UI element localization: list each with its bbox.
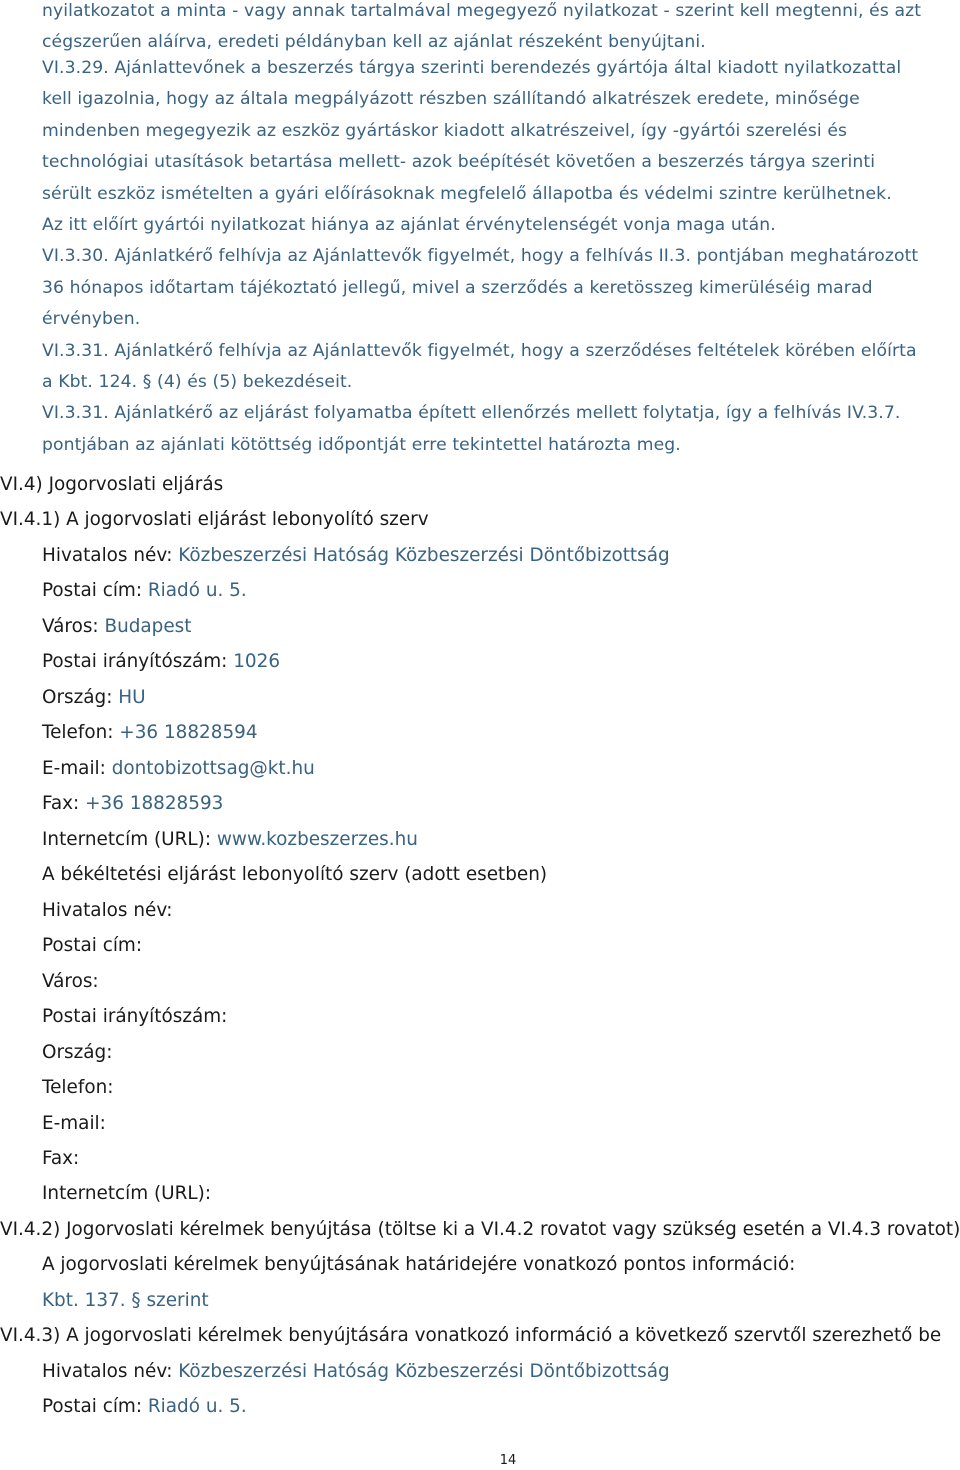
field-value: Közbeszerzési Hatóság Közbeszerzési Döntőbizottság [178,545,670,566]
deadline-info-value: Kbt. 137. § szerint [42,1290,209,1311]
text-line: érvényben. [42,309,141,330]
text-line: VI.3.31. Ajánlatkérő az eljárást folyamatba épített ellenőrzés mellett folytatja, így a felhívás IV.3.7. [42,403,901,424]
text-line: cégszerűen aláírva, eredeti példányban kell az ajánlat részeként benyújtani. [42,32,706,53]
field-value: +36 18828593 [85,793,224,814]
subsection-heading-vi41: VI.4.1) A jogorvoslati eljárást lebonyolító szerv [0,509,429,530]
intro-paragraph [42,0,954,59]
mediation-field-url: Internetcím (URL): [42,1183,212,1204]
field-value: 1026 [233,651,281,672]
text-line: a Kbt. 124. § (4) és (5) bekezdéseit. [42,372,353,393]
field-url: Internetcím (URL): www.kozbeszerzes.hu [42,829,418,850]
field-value: Riadó u. 5. [147,580,247,601]
field-email: E-mail: dontobizottsag@kt.hu [42,758,315,779]
field-fax: Fax: +36 18828593 [42,793,224,814]
text-line: nyilatkozatot a minta - vagy annak tartalmával megegyező nyilatkozat - szerint kell megtenni, és azt [42,1,922,21]
mediation-field-city: Város: [42,971,99,992]
field-value: HU [118,687,146,708]
field-postal-code: Postai irányítószám: 1026 [42,651,281,672]
section-heading-vi4: VI.4) Jogorvoslati eljárás [0,474,224,495]
info-field-postal-address: Postai cím: Riadó u. 5. [42,1396,247,1417]
page-number: 14 [499,1453,517,1468]
text-line: pontjában az ajánlati kötöttség időpontját erre tekintettel határozta meg. [42,434,681,455]
field-phone: Telefon: +36 18828594 [42,722,258,743]
mediation-heading: A békéltetési eljárást lebonyolító szerv (adott esetben) [42,864,548,885]
subsection-heading-vi43: VI.4.3) A jogorvoslati kérelmek benyújtására vonatkozó információ a következő szervtől szerezhető be [0,1325,942,1346]
text-line: VI.3.30. Ajánlatkérő felhívja az Ajánlattevők figyelmét, hogy a felhívás II.3. pontjában meghatározott [42,246,919,267]
email-link[interactable]: dontobizottsag@kt.hu [111,758,315,779]
text-line: mindenben megegyezik az eszköz gyártáskor kiadott alkatrészeivel, így -gyártói szerelési és [42,120,848,141]
field-value: Közbeszerzési Hatóság Közbeszerzési Döntőbizottság [178,1361,670,1382]
deadline-info-label: A jogorvoslati kérelmek benyújtásának határidejére vonatkozó pontos információ: [42,1254,796,1275]
mediation-field-postal-address: Postai cím: [42,935,143,956]
text-line: Az itt előírt gyártói nyilatkozat hiánya az ajánlat érvénytelenségét vonja maga után. [42,215,776,236]
subsection-heading-vi42: VI.4.2) Jogorvoslati kérelmek benyújtása (töltse ki a VI.4.2 rovatot vagy szükség esetén a VI.4.3 rovatot) [0,1219,960,1240]
mediation-field-fax: Fax: [42,1148,80,1169]
field-official-name: Hivatalos név: Közbeszerzési Hatóság Közbeszerzési Döntőbizottság [42,545,670,566]
field-postal-address: Postai cím: Riadó u. 5. [42,580,247,601]
mediation-field-email: E-mail: [42,1113,106,1134]
notes-paragraph [42,53,954,461]
text-line: technológiai utasítások betartása mellett- azok beépítését követően a beszerzés tárgya szerinti [42,152,876,173]
text-line: kell igazolnia, hogy az általa megpályázott részben szállítandó alkatrészek eredete, minősége [42,89,860,110]
field-city: Város: Budapest [42,616,192,637]
text-line: VI.3.31. Ajánlatkérő felhívja az Ajánlattevők figyelmét, hogy a szerződéses feltételek körében előírta [42,340,917,361]
mediation-field-country: Ország: [42,1042,113,1063]
info-field-official-name: Hivatalos név: Közbeszerzési Hatóság Közbeszerzési Döntőbizottság [42,1361,670,1382]
url-link[interactable]: www.kozbeszerzes.hu [216,829,418,850]
text-line: 36 hónapos időtartam tájékoztató jellegű, mivel a szerződés a keretösszeg kimerüléséig marad [42,277,873,298]
mediation-field-postal-code: Postai irányítószám: [42,1006,228,1027]
field-country: Ország: HU [42,687,146,708]
text-line: sérült eszköz ismételten a gyári előírásoknak megfelelő állapotba és védelmi szintre kerülhetnek. [42,183,892,204]
text-line: VI.3.29. Ajánlattevőnek a beszerzés tárgya szerinti berendezés gyártója által kiadott nyilatkozattal [42,58,902,78]
field-value: Budapest [104,616,192,637]
field-value: Riadó u. 5. [147,1396,247,1417]
mediation-field-official-name: Hivatalos név: [42,900,173,921]
mediation-field-phone: Telefon: [42,1077,114,1098]
field-value: +36 18828594 [119,722,258,743]
